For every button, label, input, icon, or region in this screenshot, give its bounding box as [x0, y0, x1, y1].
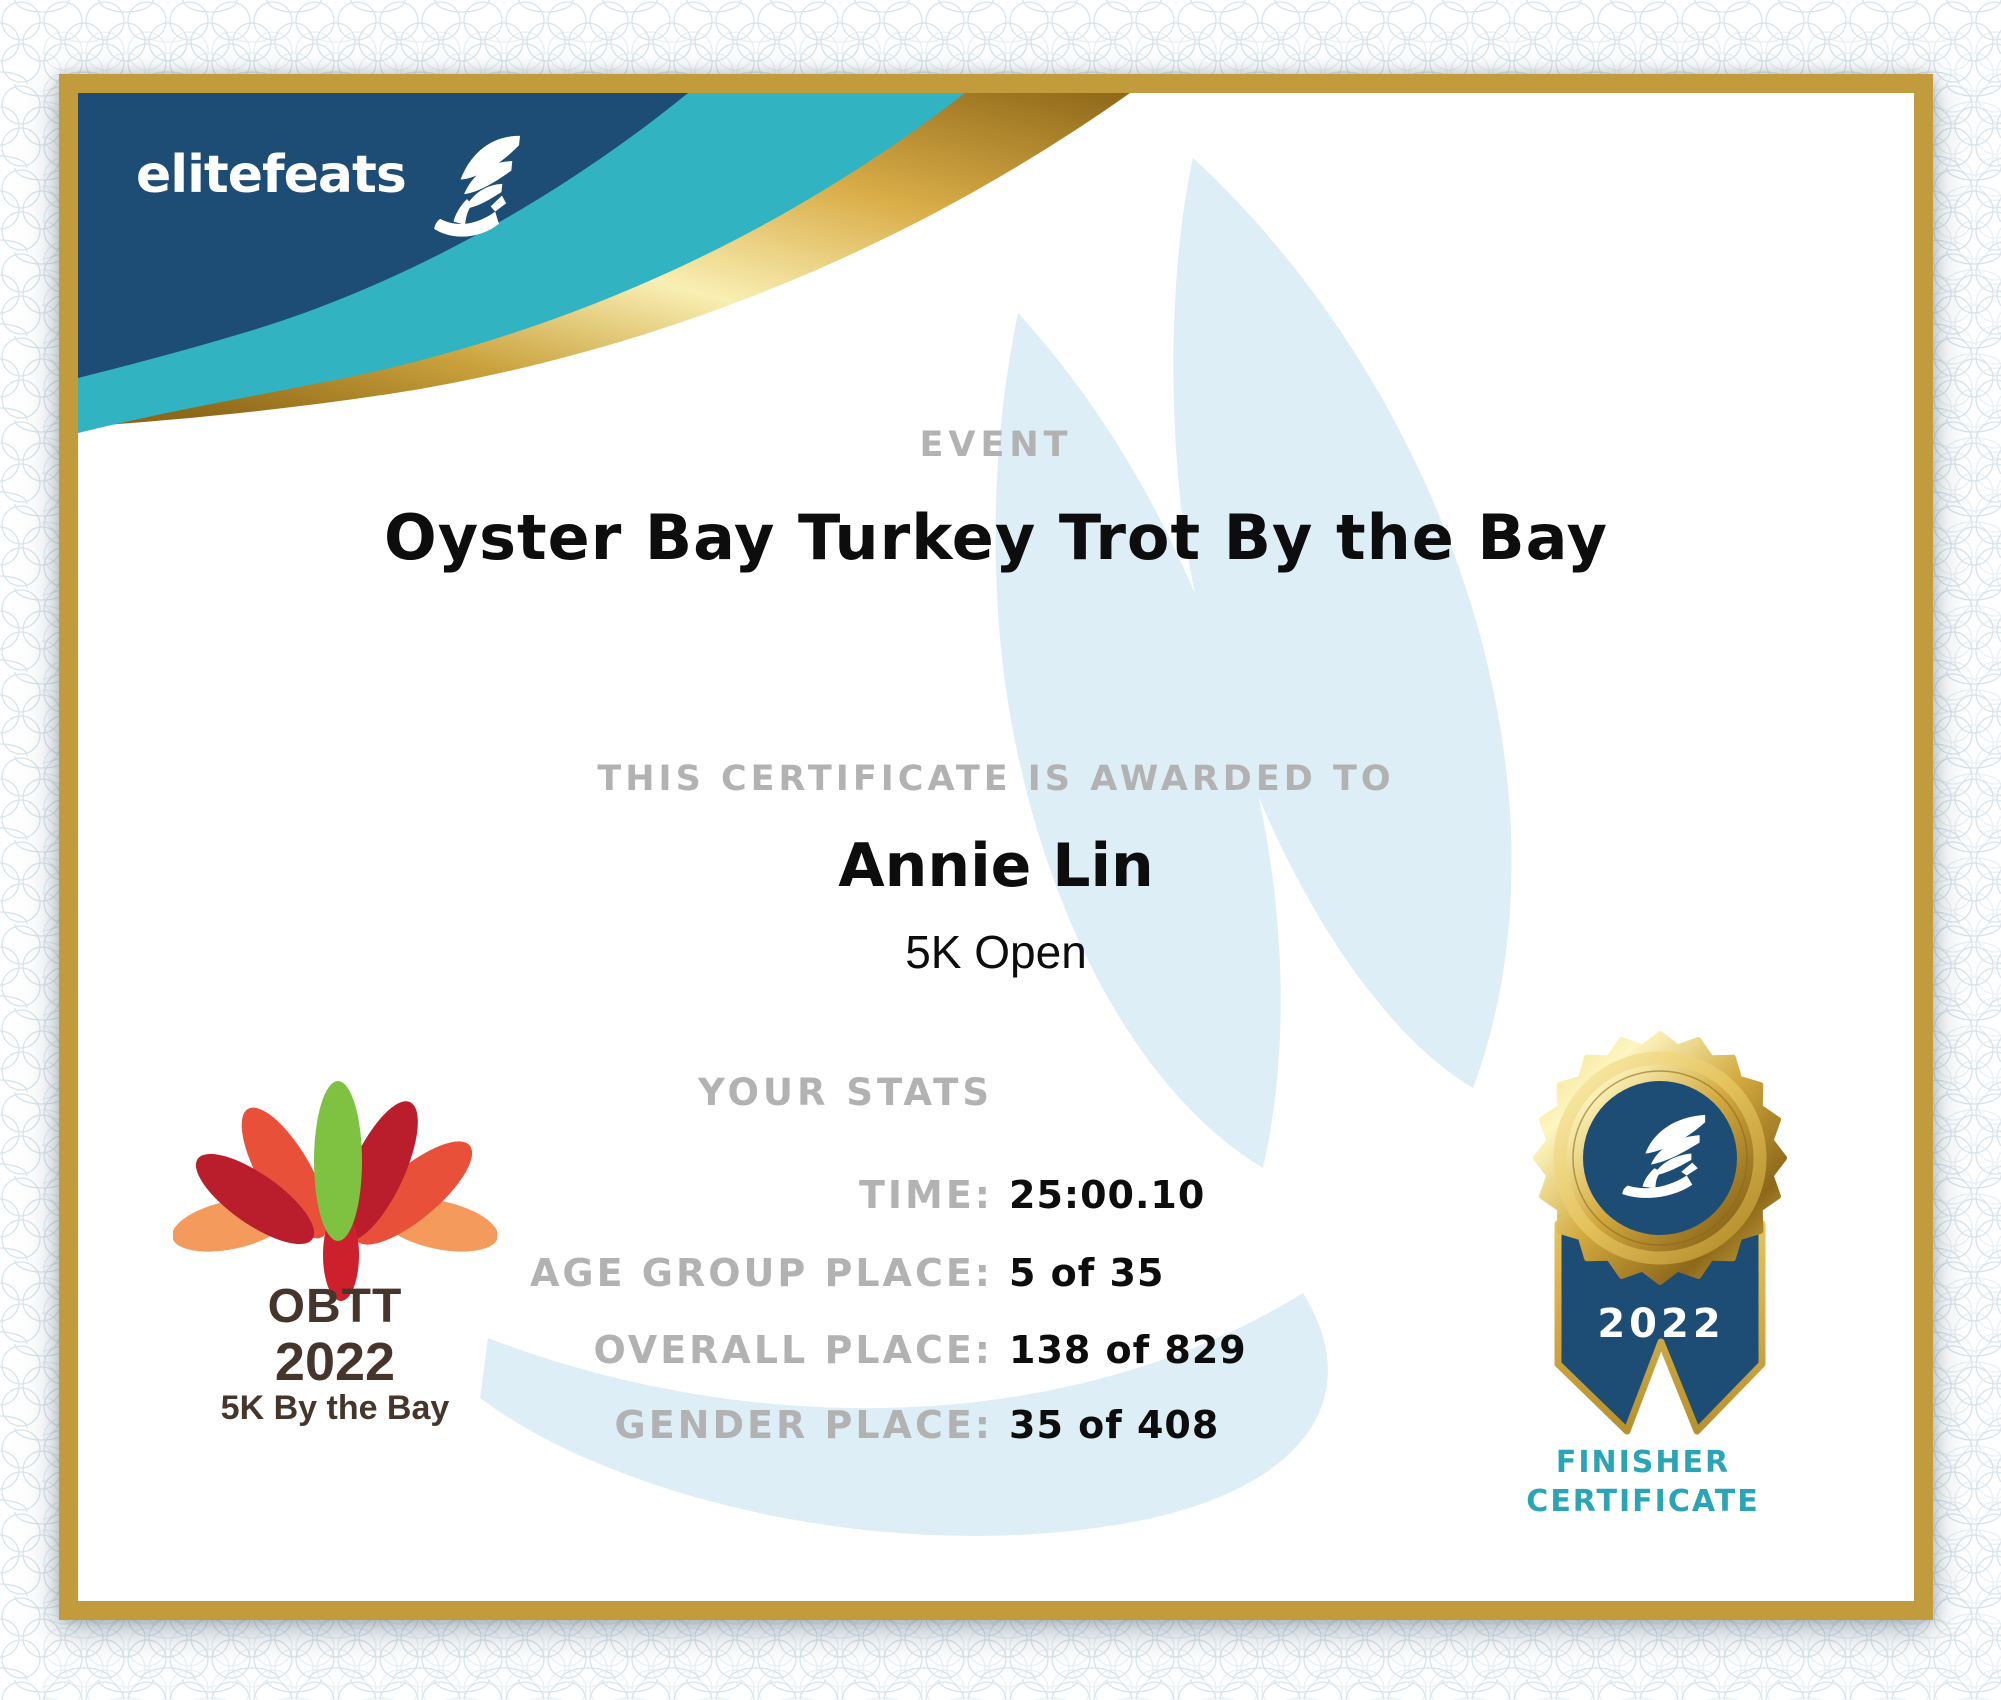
stat-value-gender-place: 35 of 408 [1009, 1403, 1220, 1447]
finisher-caption-line1: FINISHER [1555, 1445, 1731, 1480]
stat-label-time: TIME: [858, 1173, 993, 1217]
finisher-caption [1493, 1443, 1793, 1521]
stat-label-gender-place: GENDER PLACE: [614, 1403, 993, 1447]
division-name: 5K Open [905, 926, 1087, 978]
obtt-logo-line3: 5K By the Bay [220, 1389, 450, 1427]
event-title: Oyster Bay Turkey Trot By the Bay [383, 501, 1609, 574]
stat-value-time: 25:00.10 [1009, 1173, 1206, 1217]
obtt-event-logo [173, 1073, 497, 1433]
stat-label-age-group-place: AGE GROUP PLACE: [530, 1251, 993, 1295]
turkey-feather-fan-icon [173, 1073, 497, 1301]
winged-foot-icon [426, 125, 522, 251]
elitefeats-logo-text: elitefeats [136, 145, 406, 205]
stat-value-overall-place: 138 of 829 [1009, 1328, 1247, 1372]
awarded-to-label: THIS CERTIFICATE IS AWARDED TO [597, 759, 1395, 799]
finisher-medal-icon [1530, 1019, 1800, 1449]
obtt-logo-line1: OBTT [267, 1280, 403, 1333]
stat-value-age-group-place: 5 of 35 [1009, 1251, 1165, 1295]
certificate [59, 74, 1933, 1620]
elitefeats-logo [136, 145, 406, 205]
stat-label-overall-place: OVERALL PLACE: [593, 1328, 993, 1372]
recipient-name: Annie Lin [838, 831, 1154, 901]
event-label: EVENT [919, 425, 1073, 465]
finisher-caption-line2: CERTIFICATE [1526, 1484, 1760, 1519]
certificate-inner [78, 93, 1914, 1601]
obtt-logo-line2: 2022 [274, 1332, 396, 1392]
medal-year: 2022 [1597, 1301, 1725, 1347]
stats-heading: YOUR STATS [697, 1071, 993, 1114]
